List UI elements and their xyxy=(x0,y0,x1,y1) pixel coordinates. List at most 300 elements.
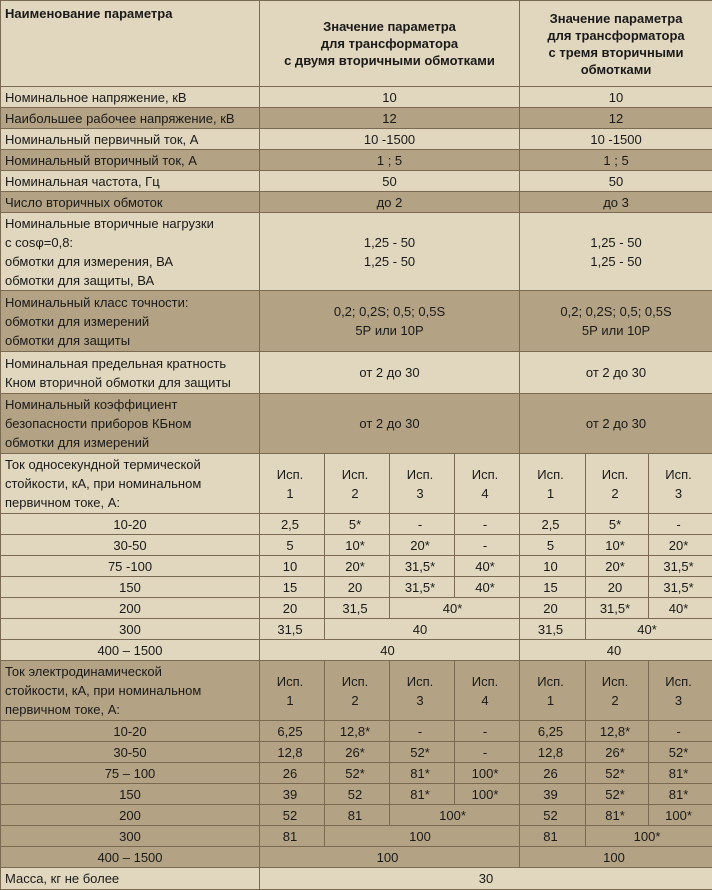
limit_mult-row xyxy=(1,352,712,394)
param-line: безопасности приборов КБном xyxy=(5,416,191,431)
thermal-data-row xyxy=(1,535,712,556)
data-cell xyxy=(325,514,390,535)
value-text: до 3 xyxy=(603,195,629,210)
param-name xyxy=(1,129,260,150)
data-cell xyxy=(520,556,586,577)
data-value: 52 xyxy=(543,808,557,823)
data-cell xyxy=(455,763,520,784)
data-value: 40* xyxy=(475,559,495,574)
accuracy-value-three xyxy=(520,291,712,352)
data-value: 52* xyxy=(345,766,365,781)
param-name-text: Число вторичных обмоток xyxy=(5,195,163,210)
thermal-row-400 xyxy=(1,640,712,661)
data-cell xyxy=(455,784,520,805)
data-value: 26 xyxy=(543,766,557,781)
data-cell xyxy=(520,535,586,556)
data-value: 100* xyxy=(439,808,466,823)
version-number: 3 xyxy=(416,693,423,708)
data-cell xyxy=(520,805,586,826)
data-value: 10* xyxy=(345,538,365,553)
value-text: 10 xyxy=(382,90,396,105)
data-value: 52* xyxy=(605,766,625,781)
data-cell xyxy=(520,598,586,619)
version-cell xyxy=(390,661,455,721)
thermal-data-row xyxy=(1,577,712,598)
current-range xyxy=(1,535,260,556)
value-three xyxy=(520,171,712,192)
thermal-row-300 xyxy=(1,619,712,640)
data-cell xyxy=(586,619,712,640)
safety_coef-name xyxy=(1,394,260,454)
data-cell xyxy=(325,763,390,784)
data-cell xyxy=(455,556,520,577)
data-value: 100* xyxy=(665,808,692,823)
value-line: 0,2; 0,2S; 0,5; 0,5S xyxy=(334,304,445,319)
value-two xyxy=(260,192,520,213)
value-text: 1 ; 5 xyxy=(603,153,628,168)
data-value: 81 xyxy=(283,829,297,844)
loads-value-two xyxy=(260,213,520,291)
param-name-text: Наибольшее рабочее напряжение, кВ xyxy=(5,111,235,126)
header-col3-line: для трансформатора xyxy=(547,28,684,43)
range-text: 300 xyxy=(119,622,141,637)
current-range xyxy=(1,847,260,868)
accuracy-name xyxy=(1,291,260,352)
section-title-line: Ток электродинамической xyxy=(5,664,162,679)
version-cell xyxy=(455,661,520,721)
data-cell xyxy=(390,598,520,619)
current-range xyxy=(1,742,260,763)
data-value: 100* xyxy=(472,766,499,781)
range-text: 75 – 100 xyxy=(105,766,156,781)
version-cell xyxy=(649,661,712,721)
data-cell xyxy=(520,742,586,763)
data-cell xyxy=(325,742,390,763)
range-text: 150 xyxy=(119,580,141,595)
data-value: 5* xyxy=(349,517,361,532)
version-label: Исп. xyxy=(665,674,692,689)
data-cell xyxy=(455,721,520,742)
data-value: 5* xyxy=(609,517,621,532)
value-two xyxy=(260,171,520,192)
version-number: 3 xyxy=(675,486,682,501)
value-text: 10 -1500 xyxy=(364,132,415,147)
data-cell xyxy=(260,619,325,640)
data-cell xyxy=(520,640,712,661)
version-cell xyxy=(455,454,520,514)
range-text: 400 – 1500 xyxy=(97,643,162,658)
data-cell xyxy=(325,535,390,556)
data-value: - xyxy=(676,724,680,739)
value-line: 1,25 - 50 xyxy=(364,235,415,250)
dynamic-row-200 xyxy=(1,805,712,826)
data-value: 2,5 xyxy=(281,517,299,532)
loads-value-three xyxy=(520,213,712,291)
header-col2-line: для трансформатора xyxy=(321,36,458,51)
version-number: 1 xyxy=(547,693,554,708)
data-value: 2,5 xyxy=(541,517,559,532)
param-name-text: Номинальная частота, Гц xyxy=(5,174,160,189)
data-value: - xyxy=(483,745,487,760)
data-cell xyxy=(390,514,455,535)
data-value: 52* xyxy=(669,745,689,760)
version-label: Исп. xyxy=(537,467,564,482)
version-label: Исп. xyxy=(537,674,564,689)
data-value: 20 xyxy=(608,580,622,595)
data-value: 31,5 xyxy=(277,622,302,637)
data-value: 31,5 xyxy=(538,622,563,637)
data-cell xyxy=(586,535,649,556)
limit_mult-value-two xyxy=(260,352,520,394)
value-text: 50 xyxy=(609,174,623,189)
range-text: 200 xyxy=(119,601,141,616)
dynamic-row-300 xyxy=(1,826,712,847)
range-text: 10-20 xyxy=(113,724,146,739)
data-value: 26 xyxy=(283,766,297,781)
data-cell xyxy=(325,577,390,598)
data-value: 20 xyxy=(543,601,557,616)
current-range xyxy=(1,763,260,784)
version-label: Исп. xyxy=(472,467,499,482)
data-cell xyxy=(520,847,712,868)
thermal-title xyxy=(1,454,260,514)
version-number: 2 xyxy=(611,693,618,708)
data-cell xyxy=(586,514,649,535)
data-value: 52 xyxy=(348,787,362,802)
data-cell xyxy=(649,721,712,742)
value-line: от 2 до 30 xyxy=(586,365,646,380)
dynamic-title-row xyxy=(1,661,712,721)
data-cell xyxy=(260,805,325,826)
current-range xyxy=(1,721,260,742)
data-value: 31,5* xyxy=(663,559,693,574)
param-line: Номинальный коэффициент xyxy=(5,397,177,412)
param-name xyxy=(1,171,260,192)
value-three xyxy=(520,192,712,213)
header-col3-line: Значение параметра xyxy=(550,11,683,26)
data-value: 10 xyxy=(543,559,557,574)
loads-row xyxy=(1,213,712,291)
param-name xyxy=(1,150,260,171)
data-cell xyxy=(649,598,712,619)
data-value: 26* xyxy=(345,745,365,760)
value-text: 1 ; 5 xyxy=(377,153,402,168)
dynamic-data-row xyxy=(1,721,712,742)
range-text: 300 xyxy=(119,829,141,844)
data-value: 52* xyxy=(605,787,625,802)
header-col2-line: Значение параметра xyxy=(323,19,456,34)
data-cell xyxy=(260,556,325,577)
data-value: 20* xyxy=(410,538,430,553)
data-cell xyxy=(260,577,325,598)
data-value: 81 xyxy=(543,829,557,844)
param-line: обмотки для защиты xyxy=(5,333,130,348)
data-value: 40* xyxy=(637,622,657,637)
data-cell xyxy=(325,805,390,826)
data-value: 5 xyxy=(547,538,554,553)
data-cell xyxy=(325,721,390,742)
value-text: 12 xyxy=(382,111,396,126)
current-range xyxy=(1,784,260,805)
value-text: 10 -1500 xyxy=(590,132,641,147)
data-value: 31,5 xyxy=(342,601,367,616)
data-value: 40 xyxy=(380,643,394,658)
range-text: 150 xyxy=(119,787,141,802)
value-three xyxy=(520,150,712,171)
data-cell xyxy=(649,514,712,535)
value-text: до 2 xyxy=(377,195,403,210)
data-cell xyxy=(586,577,649,598)
value-line: от 2 до 30 xyxy=(586,416,646,431)
version-number: 1 xyxy=(286,693,293,708)
param-name-text: Масса, кг не более xyxy=(5,871,119,886)
data-value: 31,5* xyxy=(405,580,435,595)
data-value: - xyxy=(676,517,680,532)
range-text: 30-50 xyxy=(113,538,146,553)
data-cell xyxy=(390,721,455,742)
version-number: 2 xyxy=(611,486,618,501)
data-value: 81* xyxy=(410,766,430,781)
param-row xyxy=(1,192,712,213)
dynamic-data-row xyxy=(1,742,712,763)
data-value: 100* xyxy=(634,829,661,844)
data-value: 20* xyxy=(669,538,689,553)
mass-name xyxy=(1,868,260,890)
data-value: 81* xyxy=(410,787,430,802)
value-two xyxy=(260,108,520,129)
current-range xyxy=(1,598,260,619)
value-line: от 2 до 30 xyxy=(359,365,419,380)
data-cell xyxy=(390,535,455,556)
value-three xyxy=(520,108,712,129)
header-two-windings xyxy=(260,1,520,87)
data-cell xyxy=(325,784,390,805)
param-name-text: Номинальный первичный ток, А xyxy=(5,132,198,147)
data-cell xyxy=(586,721,649,742)
range-text: 75 -100 xyxy=(108,559,152,574)
data-cell xyxy=(455,514,520,535)
data-cell xyxy=(649,805,712,826)
version-cell xyxy=(649,454,712,514)
data-cell xyxy=(325,826,520,847)
data-cell xyxy=(260,640,520,661)
param-name xyxy=(1,87,260,108)
version-label: Исп. xyxy=(407,674,434,689)
version-label: Исп. xyxy=(407,467,434,482)
data-cell xyxy=(586,784,649,805)
version-number: 3 xyxy=(416,486,423,501)
section-title-line: стойкости, кА, при номинальном xyxy=(5,476,201,491)
accuracy-row xyxy=(1,291,712,352)
value-line: 1,25 - 50 xyxy=(364,254,415,269)
version-cell xyxy=(520,661,586,721)
data-cell xyxy=(520,577,586,598)
version-cell xyxy=(586,454,649,514)
data-value: 20 xyxy=(348,580,362,595)
data-value: - xyxy=(483,517,487,532)
data-cell xyxy=(520,514,586,535)
param-row xyxy=(1,171,712,192)
data-value: 5 xyxy=(286,538,293,553)
version-number: 2 xyxy=(351,486,358,501)
data-cell xyxy=(586,742,649,763)
data-cell xyxy=(260,721,325,742)
thermal-row-200 xyxy=(1,598,712,619)
range-text: 30-50 xyxy=(113,745,146,760)
data-value: 10 xyxy=(283,559,297,574)
loads-name xyxy=(1,213,260,291)
header-row xyxy=(1,1,712,87)
data-cell xyxy=(390,742,455,763)
version-cell xyxy=(520,454,586,514)
data-cell xyxy=(390,784,455,805)
data-cell xyxy=(260,847,520,868)
data-cell xyxy=(649,763,712,784)
param-line: Номинальный класс точности: xyxy=(5,295,189,310)
version-cell xyxy=(260,661,325,721)
version-number: 1 xyxy=(547,486,554,501)
version-label: Исп. xyxy=(602,467,629,482)
data-cell xyxy=(260,826,325,847)
value-line: 1,25 - 50 xyxy=(590,235,641,250)
data-value: 39 xyxy=(543,787,557,802)
data-value: 12,8 xyxy=(277,745,302,760)
current-range xyxy=(1,640,260,661)
value-text: 12 xyxy=(609,111,623,126)
data-cell xyxy=(586,763,649,784)
data-cell xyxy=(325,556,390,577)
mass-value xyxy=(260,868,712,890)
data-value: 40* xyxy=(475,580,495,595)
version-label: Исп. xyxy=(277,467,304,482)
current-range xyxy=(1,805,260,826)
data-value: 100* xyxy=(472,787,499,802)
data-cell xyxy=(260,535,325,556)
param-line: Номинальные вторичные нагрузки xyxy=(5,216,214,231)
current-range xyxy=(1,826,260,847)
data-cell xyxy=(325,619,520,640)
param-line: обмотки для измерений xyxy=(5,435,149,450)
data-value: 31,5* xyxy=(600,601,630,616)
data-cell xyxy=(455,577,520,598)
data-cell xyxy=(455,535,520,556)
param-name xyxy=(1,108,260,129)
value-text: 50 xyxy=(382,174,396,189)
safety_coef-value-three xyxy=(520,394,712,454)
data-value: 81* xyxy=(605,808,625,823)
current-range xyxy=(1,619,260,640)
current-range xyxy=(1,556,260,577)
dynamic-data-row xyxy=(1,763,712,784)
version-cell xyxy=(260,454,325,514)
range-text: 10-20 xyxy=(113,517,146,532)
data-value: 20* xyxy=(605,559,625,574)
data-cell xyxy=(260,784,325,805)
limit_mult-value-three xyxy=(520,352,712,394)
data-cell xyxy=(586,556,649,577)
value-line: 0,2; 0,2S; 0,5; 0,5S xyxy=(560,304,671,319)
version-number: 3 xyxy=(675,693,682,708)
param-line: обмотки для измерений xyxy=(5,314,149,329)
data-value: 81* xyxy=(669,766,689,781)
data-value: 12,8* xyxy=(340,724,370,739)
version-cell xyxy=(325,454,390,514)
data-value: 39 xyxy=(283,787,297,802)
section-title-line: первичном токе, А: xyxy=(5,702,120,717)
param-name-text: Номинальное напряжение, кВ xyxy=(5,90,187,105)
data-cell xyxy=(390,556,455,577)
param-row xyxy=(1,129,712,150)
value-line: от 2 до 30 xyxy=(359,416,419,431)
version-label: Исп. xyxy=(665,467,692,482)
data-cell xyxy=(649,742,712,763)
accuracy-value-two xyxy=(260,291,520,352)
value-line: 5Р или 10Р xyxy=(355,323,423,338)
limit_mult-name xyxy=(1,352,260,394)
section-title-line: стойкости, кА, при номинальном xyxy=(5,683,201,698)
param-line: обмотки для защиты, ВА xyxy=(5,273,154,288)
value-two xyxy=(260,129,520,150)
safety_coef-value-two xyxy=(260,394,520,454)
header-col2-line: с двумя вторичными обмотками xyxy=(284,53,495,68)
header-param-text: Наименование параметра xyxy=(5,6,172,21)
data-value: 52 xyxy=(283,808,297,823)
data-value: 40 xyxy=(413,622,427,637)
param-line: Кном вторичной обмотки для защиты xyxy=(5,375,231,390)
thermal-data-row xyxy=(1,514,712,535)
data-value: - xyxy=(483,538,487,553)
header-col3-line: обмотками xyxy=(581,62,652,77)
section-title-line: первичном токе, А: xyxy=(5,495,120,510)
data-value: 40* xyxy=(669,601,689,616)
value-two xyxy=(260,87,520,108)
param-line: Номинальная предельная кратность xyxy=(5,356,226,371)
data-cell xyxy=(586,826,712,847)
data-cell xyxy=(390,763,455,784)
safety_coef-row xyxy=(1,394,712,454)
version-number: 1 xyxy=(286,486,293,501)
data-value: 40* xyxy=(443,601,463,616)
param-row xyxy=(1,108,712,129)
value-line: 5Р или 10Р xyxy=(582,323,650,338)
data-cell xyxy=(520,619,586,640)
param-name xyxy=(1,192,260,213)
value-text: 30 xyxy=(479,871,493,886)
data-value: 100 xyxy=(377,850,399,865)
dynamic-title xyxy=(1,661,260,721)
dynamic-row-400 xyxy=(1,847,712,868)
data-cell xyxy=(520,763,586,784)
current-range xyxy=(1,514,260,535)
header-param xyxy=(1,1,260,87)
data-value: 12,8 xyxy=(538,745,563,760)
data-value: 6,25 xyxy=(538,724,563,739)
data-value: 31,5* xyxy=(405,559,435,574)
value-text: 10 xyxy=(609,90,623,105)
thermal-title-row xyxy=(1,454,712,514)
data-value: - xyxy=(418,517,422,532)
data-cell xyxy=(586,598,649,619)
data-value: 26* xyxy=(605,745,625,760)
header-three-windings xyxy=(520,1,712,87)
version-label: Исп. xyxy=(472,674,499,689)
mass-row xyxy=(1,868,712,890)
version-cell xyxy=(586,661,649,721)
data-value: 15 xyxy=(283,580,297,595)
param-row xyxy=(1,87,712,108)
range-text: 200 xyxy=(119,808,141,823)
data-value: 15 xyxy=(543,580,557,595)
